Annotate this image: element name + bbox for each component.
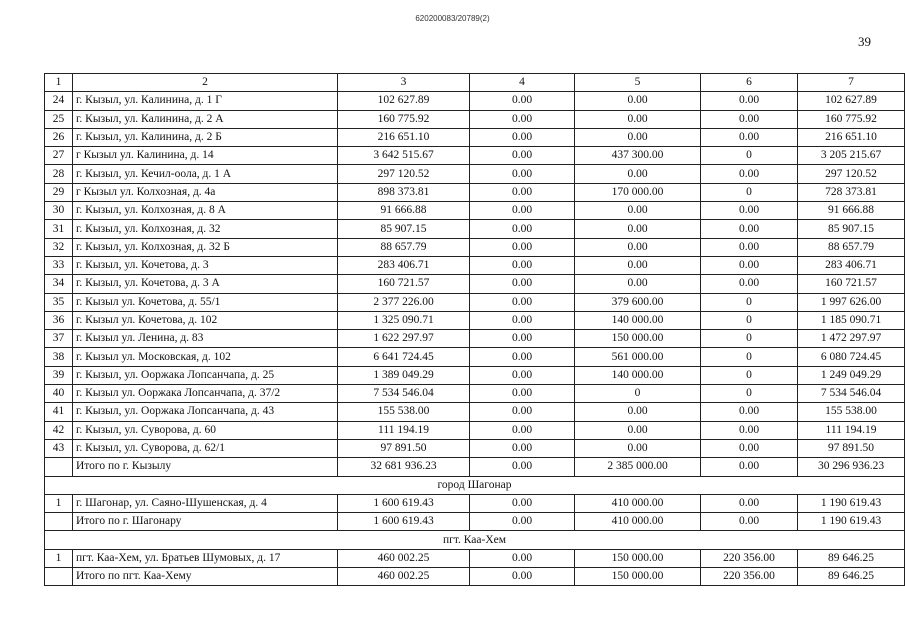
table-cell: 0.00: [701, 494, 798, 512]
table-cell: г. Кызыл ул. Ленина, д. 83: [73, 330, 338, 348]
section-header-row: [45, 476, 905, 494]
table-row: [45, 348, 905, 366]
table-cell: 140 000.00: [575, 366, 701, 384]
table-cell: 24: [45, 92, 73, 110]
table-cell: г Кызыл ул. Колхозная, д. 4а: [73, 183, 338, 201]
table-cell: 0.00: [701, 513, 798, 531]
table-row: [45, 110, 905, 128]
table-cell: 0: [575, 385, 701, 403]
table-cell: 0.00: [701, 128, 798, 146]
table-cell: 1 600 619.43: [338, 513, 470, 531]
table-cell: 150 000.00: [575, 549, 701, 567]
table-cell: 0.00: [575, 403, 701, 421]
table-cell: 91 666.88: [798, 202, 905, 220]
table-cell: 42: [45, 421, 73, 439]
table-cell: 0.00: [575, 165, 701, 183]
table-cell: 102 627.89: [338, 92, 470, 110]
table-cell: 0.00: [575, 275, 701, 293]
table-cell: 0.00: [701, 238, 798, 256]
page-number: 39: [858, 34, 871, 49]
table-cell: 0.00: [701, 403, 798, 421]
table-cell: 0.00: [470, 238, 575, 256]
table-cell: 0.00: [701, 458, 798, 476]
table-cell: 0.00: [470, 421, 575, 439]
table-cell: 155 538.00: [798, 403, 905, 421]
table-cell: 1 190 619.43: [798, 494, 905, 512]
table-cell: 0.00: [470, 385, 575, 403]
table-cell: г. Кызыл, ул. Кечил-оола, д. 1 А: [73, 165, 338, 183]
table-cell: г. Кызыл ул. Ооржака Лопсанчапа, д. 37/2: [73, 385, 338, 403]
table-cell: г. Кызыл, ул. Кочетова, д. 3: [73, 256, 338, 274]
table-cell: 220 356.00: [701, 568, 798, 586]
table-cell: 0.00: [470, 92, 575, 110]
table-cell: 0.00: [470, 458, 575, 476]
table-cell: г. Кызыл, ул. Суворова, д. 60: [73, 421, 338, 439]
table-cell: 111 194.19: [338, 421, 470, 439]
table-cell: 1: [45, 494, 73, 512]
table-cell: 0.00: [470, 202, 575, 220]
table-cell: 0.00: [701, 421, 798, 439]
table-row: [45, 421, 905, 439]
table-cell: 0.00: [701, 92, 798, 110]
table-cell: 220 356.00: [701, 549, 798, 567]
table-cell: 27: [45, 147, 73, 165]
table-cell: 0.00: [470, 330, 575, 348]
table-cell: 6 641 724.45: [338, 348, 470, 366]
table-cell: 0.00: [701, 439, 798, 457]
table-cell: 3 642 515.67: [338, 147, 470, 165]
table-cell: 43: [45, 439, 73, 457]
table-row: [45, 568, 905, 586]
table-row: [45, 366, 905, 384]
table-cell: 1 190 619.43: [798, 513, 905, 531]
table-cell: 140 000.00: [575, 311, 701, 329]
table-cell: г. Кызыл, ул. Калинина, д. 2 Б: [73, 128, 338, 146]
table-cell: 0.00: [470, 366, 575, 384]
table-cell: 0.00: [470, 110, 575, 128]
table-cell: [45, 458, 73, 476]
table-cell: 30: [45, 202, 73, 220]
table-row: [45, 275, 905, 293]
table-cell: 150 000.00: [575, 568, 701, 586]
table-cell: 1 600 619.43: [338, 494, 470, 512]
table-cell: [45, 568, 73, 586]
table-cell: 0.00: [701, 275, 798, 293]
table-cell: 0.00: [701, 202, 798, 220]
table-cell: 0.00: [575, 220, 701, 238]
table-cell: 1 185 090.71: [798, 311, 905, 329]
table-row: [45, 220, 905, 238]
table-cell: 7 534 546.04: [338, 385, 470, 403]
table-cell: 85 907.15: [798, 220, 905, 238]
table-cell: 0.00: [575, 238, 701, 256]
table-cell: 0.00: [470, 147, 575, 165]
table-cell: 0.00: [470, 494, 575, 512]
section-header-row: [45, 531, 905, 549]
table-cell: 0.00: [470, 568, 575, 586]
table-cell: 0: [701, 147, 798, 165]
table-row: [45, 293, 905, 311]
table-cell: 0.00: [470, 256, 575, 274]
table-cell: 39: [45, 366, 73, 384]
table-cell: 32: [45, 238, 73, 256]
table-cell: 0.00: [470, 128, 575, 146]
table-cell: 160 721.57: [338, 275, 470, 293]
table-cell: 160 721.57: [798, 275, 905, 293]
table-cell: Итого по г. Кызылу: [73, 458, 338, 476]
table-row: [45, 458, 905, 476]
table-cell: 0.00: [575, 421, 701, 439]
table-cell: 89 646.25: [798, 549, 905, 567]
table-cell: 155 538.00: [338, 403, 470, 421]
table-cell: 297 120.52: [798, 165, 905, 183]
table-cell: 0: [701, 385, 798, 403]
table-cell: 37: [45, 330, 73, 348]
table-cell: 160 775.92: [338, 110, 470, 128]
table-cell: 216 651.10: [798, 128, 905, 146]
table-cell: 88 657.79: [798, 238, 905, 256]
table-row: [45, 92, 905, 110]
table-cell: 460 002.25: [338, 549, 470, 567]
table-cell: 410 000.00: [575, 513, 701, 531]
table-cell: г. Кызыл, ул. Колхозная, д. 8 А: [73, 202, 338, 220]
table-cell: 150 000.00: [575, 330, 701, 348]
table-cell: г. Кызыл, ул. Колхозная, д. 32: [73, 220, 338, 238]
table-cell: 297 120.52: [338, 165, 470, 183]
table-cell: 410 000.00: [575, 494, 701, 512]
table-cell: 88 657.79: [338, 238, 470, 256]
table-cell: г Кызыл ул. Калинина, д. 14: [73, 147, 338, 165]
table-cell: 0.00: [470, 165, 575, 183]
table-cell: г. Кызыл ул. Кочетова, д. 55/1: [73, 293, 338, 311]
table-cell: 0: [701, 348, 798, 366]
table-cell: 1 997 626.00: [798, 293, 905, 311]
table-cell: 26: [45, 128, 73, 146]
table-cell: Итого по г. Шагонару: [73, 513, 338, 531]
table-cell: 0.00: [575, 110, 701, 128]
table-cell: 0.00: [701, 165, 798, 183]
table-row: [45, 549, 905, 567]
table-cell: 2 385 000.00: [575, 458, 701, 476]
table-cell: 728 373.81: [798, 183, 905, 201]
table-cell: 0.00: [575, 92, 701, 110]
table-row: [45, 330, 905, 348]
table-cell: 1 472 297.97: [798, 330, 905, 348]
table-cell: 0.00: [470, 403, 575, 421]
header-cell: 4: [470, 74, 575, 92]
table-row: [45, 494, 905, 512]
table-row: [45, 183, 905, 201]
header-cell: 2: [73, 74, 338, 92]
table-cell: 0: [701, 330, 798, 348]
table-cell: 6 080 724.45: [798, 348, 905, 366]
table-cell: 0.00: [575, 128, 701, 146]
table-cell: 32 681 936.23: [338, 458, 470, 476]
table-row: [45, 439, 905, 457]
header-cell: 5: [575, 74, 701, 92]
section-label: город Шагонар: [45, 476, 905, 494]
table-cell: 3 205 215.67: [798, 147, 905, 165]
table-cell: 898 373.81: [338, 183, 470, 201]
table-cell: 28: [45, 165, 73, 183]
table-cell: 41: [45, 403, 73, 421]
table-cell: 283 406.71: [338, 256, 470, 274]
table-cell: 0: [701, 293, 798, 311]
table-cell: 89 646.25: [798, 568, 905, 586]
table-cell: г. Шагонар, ул. Саяно-Шушенская, д. 4: [73, 494, 338, 512]
table-cell: 0.00: [470, 183, 575, 201]
header-cell: 7: [798, 74, 905, 92]
table-cell: 216 651.10: [338, 128, 470, 146]
table-cell: 7 534 546.04: [798, 385, 905, 403]
table-cell: 0.00: [701, 110, 798, 128]
table-row: [45, 403, 905, 421]
table-row: [45, 128, 905, 146]
table-cell: 0: [701, 366, 798, 384]
table-cell: г. Кызыл, ул. Ооржака Лопсанчапа, д. 43: [73, 403, 338, 421]
table-cell: 102 627.89: [798, 92, 905, 110]
table-cell: 561 000.00: [575, 348, 701, 366]
table-cell: 379 600.00: [575, 293, 701, 311]
table-cell: 0.00: [575, 439, 701, 457]
table-cell: 0.00: [701, 256, 798, 274]
table-cell: 40: [45, 385, 73, 403]
table-cell: 97 891.50: [798, 439, 905, 457]
table-cell: 36: [45, 311, 73, 329]
table-cell: г. Кызыл, ул. Колхозная, д. 32 Б: [73, 238, 338, 256]
table-cell: г. Кызыл, ул. Суворова, д. 62/1: [73, 439, 338, 457]
table-cell: [45, 513, 73, 531]
table-cell: г. Кызыл ул. Кочетова, д. 102: [73, 311, 338, 329]
table-cell: 0.00: [470, 311, 575, 329]
table-cell: 0.00: [470, 549, 575, 567]
table-cell: 0.00: [470, 220, 575, 238]
table-cell: г. Кызыл, ул. Ооржака Лопсанчапа, д. 25: [73, 366, 338, 384]
table-cell: 31: [45, 220, 73, 238]
table-cell: 25: [45, 110, 73, 128]
table-cell: 85 907.15: [338, 220, 470, 238]
table-cell: 0.00: [470, 513, 575, 531]
table-cell: 111 194.19: [798, 421, 905, 439]
table-cell: 0.00: [470, 348, 575, 366]
table-cell: 0: [701, 311, 798, 329]
table-cell: 437 300.00: [575, 147, 701, 165]
table-cell: г. Кызыл, ул. Кочетова, д. 3 А: [73, 275, 338, 293]
data-table: [44, 73, 905, 586]
table-cell: 35: [45, 293, 73, 311]
table-cell: г. Кызыл, ул. Калинина, д. 2 А: [73, 110, 338, 128]
table-cell: 1 622 297.97: [338, 330, 470, 348]
table-row: [45, 202, 905, 220]
table-cell: 0.00: [575, 256, 701, 274]
table-cell: 30 296 936.23: [798, 458, 905, 476]
table-cell: 0.00: [470, 293, 575, 311]
header-cell: 6: [701, 74, 798, 92]
table-cell: 170 000.00: [575, 183, 701, 201]
section-label: пгт. Каа-Хем: [45, 531, 905, 549]
table-cell: 0: [701, 183, 798, 201]
table-cell: Итого по пгт. Каа-Хему: [73, 568, 338, 586]
table-row: [45, 513, 905, 531]
table-cell: 460 002.25: [338, 568, 470, 586]
table-row: [45, 311, 905, 329]
table-cell: 33: [45, 256, 73, 274]
table-cell: 34: [45, 275, 73, 293]
table-cell: г. Кызыл ул. Московская, д. 102: [73, 348, 338, 366]
table-cell: 0.00: [470, 275, 575, 293]
header-row: [45, 74, 905, 92]
table-cell: 1 249 049.29: [798, 366, 905, 384]
table-cell: 0.00: [575, 202, 701, 220]
table-cell: 0.00: [470, 439, 575, 457]
header-cell: 3: [338, 74, 470, 92]
table-cell: 91 666.88: [338, 202, 470, 220]
table-cell: 97 891.50: [338, 439, 470, 457]
table-cell: 38: [45, 348, 73, 366]
document-id: 620200083/20789(2): [415, 14, 490, 23]
table-row: [45, 256, 905, 274]
table-cell: 1: [45, 549, 73, 567]
table-row: [45, 147, 905, 165]
table-cell: 1 325 090.71: [338, 311, 470, 329]
table-row: [45, 385, 905, 403]
table-cell: пгт. Каа-Хем, ул. Братьев Шумовых, д. 17: [73, 549, 338, 567]
table-cell: 1 389 049.29: [338, 366, 470, 384]
table-cell: г. Кызыл, ул. Калинина, д. 1 Г: [73, 92, 338, 110]
table-cell: 2 377 226.00: [338, 293, 470, 311]
header-cell: 1: [45, 74, 73, 92]
table-row: [45, 238, 905, 256]
table-cell: 160 775.92: [798, 110, 905, 128]
table-cell: 29: [45, 183, 73, 201]
table-row: [45, 165, 905, 183]
table-cell: 0.00: [701, 220, 798, 238]
table-cell: 283 406.71: [798, 256, 905, 274]
